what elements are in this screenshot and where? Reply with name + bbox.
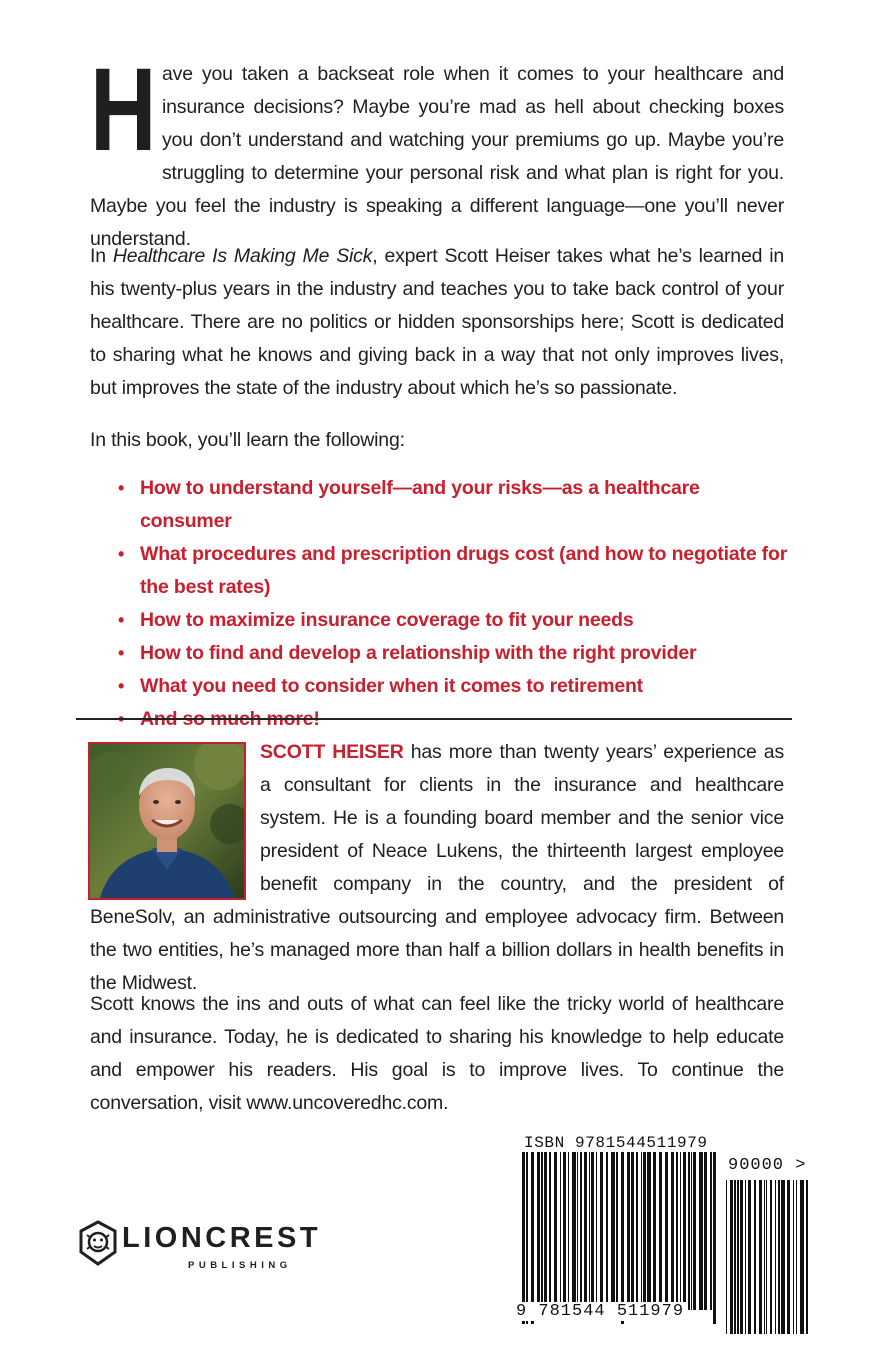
bullet-icon: • [118,709,125,729]
barcode-bar [589,1152,590,1310]
bullet-icon: • [118,478,125,498]
barcode-bar [591,1152,594,1310]
summary-paragraph [90,240,784,405]
barcode-bar [800,1180,804,1334]
barcode-bar [671,1152,674,1310]
barcode-bar [659,1152,662,1310]
barcode-bar [775,1180,776,1334]
lion-icon [78,1220,118,1266]
barcode-bar [531,1152,534,1324]
bullet-icon: • [118,610,125,630]
book-title: Healthcare Is Making Me Sick [112,245,373,267]
barcode-bar [704,1152,707,1310]
barcode-bar [621,1152,624,1324]
barcode-bar [541,1152,543,1310]
addon-barcode-bars [726,1180,812,1334]
barcode-bar [766,1180,767,1334]
barcode-bar [584,1152,587,1310]
barcode-bar [748,1180,751,1334]
barcode-bar [796,1180,797,1334]
learning-points-list [116,472,796,736]
summary-text: , expert Scott Heiser takes what he’s learned in his twenty-plus years in the industry and teaches you to take back control of your healthcare. There are no politics or hidden sponsorships here; Scott is dedicated to sharing what he knows and giving back in a way that not only improves lives, but improves the state of the industry about which he’s so passionate. [90,245,784,399]
barcode-bar [759,1180,762,1334]
barcode-bar [647,1152,651,1310]
barcode-bar [693,1152,696,1310]
barcode-bar [699,1152,703,1310]
barcode-bar [787,1180,790,1334]
list-item: • What procedures and prescription drugs cost (and how to negotiate for the best rates) [116,538,796,604]
barcode-bar [770,1180,772,1334]
intro-text: ave you taken a backseat role when it comes to your healthcare and insurance decisions? Maybe you’re mad as hell about checking boxes you don’t understand and watching your premiums go up. Maybe you’re struggling to determine your personal risk and what plan is right for you. Maybe you feel the industry is speaking a different language—one you’ll never understand. [90,63,784,250]
barcode-number: 9 781544 511979 [516,1302,685,1321]
isbn-barcode [514,1134,814,1334]
barcode-bar [781,1180,785,1334]
barcode-bar [691,1152,692,1310]
barcode-bar [764,1180,765,1334]
barcode-bar [734,1180,736,1334]
bullet-icon: • [118,676,125,696]
learn-intro: In this book, you’ll learn the following: [90,429,405,451]
barcode-bar [636,1152,638,1310]
barcode-bar [554,1152,557,1310]
barcode-bar [754,1180,756,1334]
barcode-bar [665,1152,668,1310]
barcode-bars [522,1152,722,1324]
list-item: • How to maximize insurance coverage to fit your needs [116,604,796,637]
publisher-name: LIONCREST [122,1222,322,1254]
author-bio [90,736,784,1000]
publisher-subtitle: PUBLISHING [188,1260,292,1271]
barcode-bar [580,1152,582,1310]
barcode-bar [680,1152,681,1310]
barcode-bar [740,1180,743,1334]
barcode-bar [745,1180,746,1334]
barcode-bar [676,1152,678,1310]
list-item: • How to find and develop a relationship with the right provider [116,637,796,670]
section-divider [76,718,792,720]
barcode-bar [683,1152,686,1310]
barcode-bar [616,1152,618,1310]
barcode-bar [806,1180,808,1334]
barcode-bar [643,1152,646,1310]
barcode-bar [726,1180,727,1334]
barcode-bar [544,1152,547,1310]
barcode-bar [713,1152,716,1324]
barcode-bar [627,1152,630,1310]
list-item: • What you need to consider when it comes to retirement [116,670,796,703]
barcode-bar [600,1152,603,1310]
barcode-bar [572,1152,576,1310]
bullet-icon: • [118,643,125,663]
drop-cap: H [90,44,155,176]
barcode-bar [606,1152,608,1310]
barcode-bar [537,1152,540,1310]
barcode-bar [778,1180,780,1334]
author-bio-text: has more than twenty years’ experience as a consultant for clients in the insurance and healthcare system. He is a founding board member and the senior vice president of Neace Lukens, the thirteenth largest employee benefit company in the country, and the president of BeneSolv, an administrative outsourcing and employee advocacy firm. Between the two entities, he’s managed more than half a billion dollars in health benefits in the Midwest. [90,741,784,994]
barcode-bar [522,1152,525,1324]
isbn-label: ISBN 9781544511979 [524,1134,708,1152]
bullet-icon: • [118,544,125,564]
intro-paragraph [90,44,784,256]
barcode-bar [549,1152,551,1310]
list-item: • And so much more! [116,703,796,736]
list-item: • How to understand yourself—and your risks—as a healthcare consumer [116,472,796,538]
barcode-bar [653,1152,656,1310]
closing-paragraph: Scott knows the ins and outs of what can feel like the tricky world of healthcare and insurance. Today, he is dedicated to sharing his knowledge to help educate and empower his readers. His goal is to improve lives. To continue the conversation, visit www.uncoveredhc.com. [90,993,784,1114]
barcode-bar [611,1152,615,1310]
barcode-bar [737,1180,739,1334]
price-code: 90000 > [728,1156,807,1175]
summary-lead: In [90,245,113,267]
barcode-bar [526,1152,528,1324]
barcode-bar [641,1152,642,1310]
author-name: SCOTT HEISER [260,741,404,763]
barcode-bar [730,1180,733,1334]
barcode-bar [596,1152,597,1310]
barcode-bar [631,1152,634,1310]
barcode-bar [793,1180,794,1334]
barcode-bar [577,1152,578,1310]
barcode-bar [710,1152,712,1310]
barcode-bar [568,1152,569,1310]
barcode-bar [563,1152,566,1310]
publisher-logo [76,1220,376,1280]
barcode-bar [560,1152,561,1310]
barcode-bar [688,1152,690,1310]
